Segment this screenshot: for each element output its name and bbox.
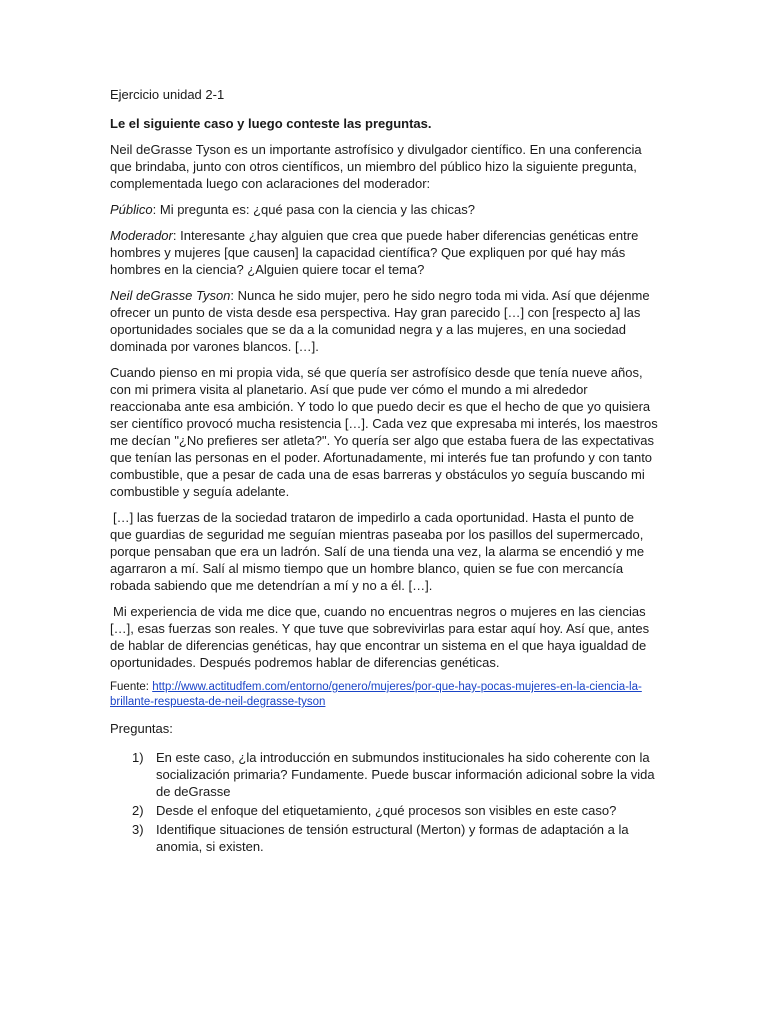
speaker-name: Moderador <box>110 228 173 243</box>
question-text: Identifique situaciones de tensión estructural (Merton) y formas de adaptación a la anomia, si existen. <box>156 822 629 854</box>
body-paragraph: Mi experiencia de vida me dice que, cuando no encuentras negros o mujeres en las ciencias […], esas fuerzas son reales. Y que tuve que sobrevivirlas para estar aquí hoy. Así que, antes de hablar de diferencias genéticas, hay que encontrar un sistema en el que haya igualdad de oportunidades. Después podremos hablar de diferencias genéticas. <box>110 604 650 670</box>
question-number: 1) <box>132 750 144 765</box>
source-citation <box>110 680 658 710</box>
question-number: 2) <box>132 803 144 818</box>
speaker-name: Neil deGrasse Tyson <box>110 288 231 303</box>
question-number: 3) <box>132 822 144 837</box>
questions-list <box>110 749 658 855</box>
dialogue-text: : Interesante ¿hay alguien que crea que puede haber diferencias genéticas entre hombres y mujeres [que causen] la capacidad científica? Que expliquen por qué hay más hombres en la ciencia? ¿Alguien quiere tocar el tema? <box>110 228 639 277</box>
question-text: Desde el enfoque del etiquetamiento, ¿qué procesos son visibles en este caso? <box>156 803 617 818</box>
question-item <box>110 749 658 800</box>
document-title: Ejercicio unidad 2-1 <box>110 87 225 102</box>
questions-heading: Preguntas: <box>110 721 173 736</box>
dialogue-text: : Nunca he sido mujer, pero he sido negro toda mi vida. Así que déjenme ofrecer un punto de vista desde esa perspectiva. Hay gran parecido […] con [respecto a] las oportunidades sociales que se da a la comunidad negra y a las mujeres, en una sociedad dominada por varones blancos. […]. <box>110 288 650 354</box>
intro-paragraph: Neil deGrasse Tyson es un importante astrofísico y divulgador científico. En una conferencia que brindaba, junto con otros científicos, un miembro del público hizo la siguiente pregunta, complementada luego con aclaraciones del moderador: <box>110 142 642 191</box>
source-link[interactable]: http://www.actitudfem.com/entorno/genero/mujeres/por-que-hay-pocas-mujeres-en-la-ciencia-la-brillante-respuesta-de-neil-degrasse-tyson <box>110 681 642 708</box>
document-page <box>110 86 658 857</box>
body-paragraph: […] las fuerzas de la sociedad trataron de impedirlo a cada oportunidad. Hasta el punto de que guardias de seguridad me seguían mientras paseaba por los pasillos del supermercado, porque pensaban que era un ladrón. Salí de una tienda una vez, la alarma se encendió y me agarraron a mí. Salí al mismo tiempo que un hombre blanco, quien se fue con mercancía robada sabiendo que me detendrían a mí y no a él. […]. <box>110 510 645 593</box>
body-paragraph: Cuando pienso en mi propia vida, sé que quería ser astrofísico desde que tenía nueve años, con mi primera visita al planetario. Así que pude ver cómo el mundo a mi alrededor reaccionaba ante esa ambición. Y todo lo que puedo decir es que el hecho de que yo quisiera ser científico provocó mucha resistencia […]. Cada vez que expresaba mi interés, los maestros me decían "¿No prefieres ser atleta?". Yo quería ser algo que estaba fuera de las expectativas que tenían las personas en el poder. Afortunadamente, mi interés fue tan profundo y con tanto combustible, que a pesar de cada una de esas barreras y obstáculos yo seguía buscando mi combustible y seguía adelante. <box>110 365 658 499</box>
question-item <box>110 802 658 819</box>
dialogue-tyson <box>110 287 658 355</box>
source-label: Fuente: <box>110 681 153 693</box>
dialogue-text: : Mi pregunta es: ¿qué pasa con la ciencia y las chicas? <box>152 202 475 217</box>
speaker-name: Público <box>110 202 153 217</box>
dialogue-moderador <box>110 227 658 278</box>
question-item <box>110 821 658 855</box>
question-text: En este caso, ¿la introducción en submundos institucionales ha sido coherente con la socialización primaria? Fundamente. Puede buscar información adicional sobre la vida de deGrasse <box>156 750 655 799</box>
instruction-text: Le el siguiente caso y luego conteste las preguntas. <box>110 116 432 131</box>
dialogue-publico <box>110 201 658 218</box>
